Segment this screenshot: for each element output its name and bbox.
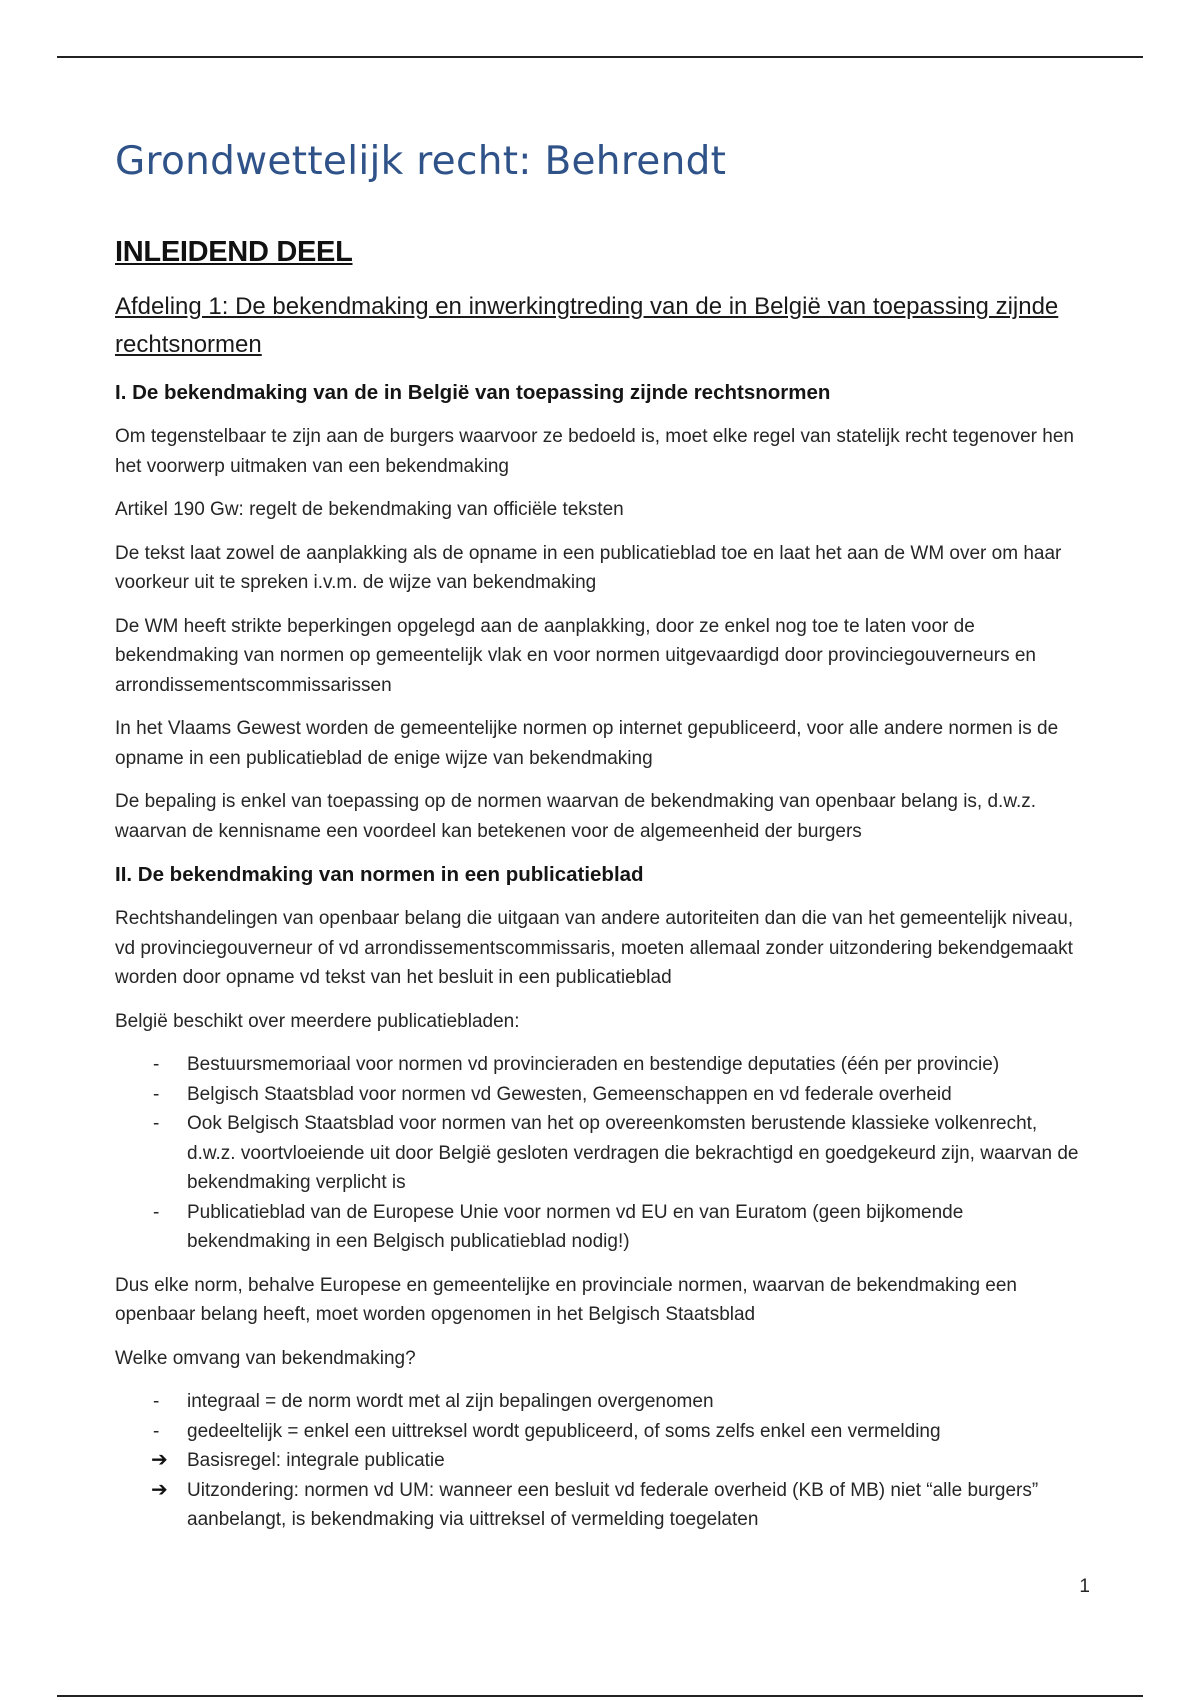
arrow-right-icon: ➔ xyxy=(151,1478,168,1501)
header-rule xyxy=(57,56,1143,58)
dash-bullet-icon: - xyxy=(153,1113,160,1134)
section-heading: Afdeling 1: De bekendmaking en inwerkingtreding van de in België van toepassing zijnde rechtsnormen xyxy=(115,293,1059,358)
list-item-text: Basisregel: integrale publicatie xyxy=(187,1450,445,1471)
page-number: 1 xyxy=(1079,1576,1090,1597)
paragraph: Artikel 190 Gw: regelt de bekendmaking van officiële teksten xyxy=(115,499,624,520)
dash-bullet-icon: - xyxy=(153,1083,160,1105)
dash-bullet-icon: - xyxy=(153,1391,160,1412)
part-heading: INLEIDEND DEEL xyxy=(115,236,353,268)
list-item-text: Uitzondering: normen vd UM: wanneer een besluit vd federale overheid (KB of MB) niet “alle burgers” aanbelangt, is bekendmaking via uittreksel of vermelding toegelaten xyxy=(187,1479,1039,1530)
list-item-text: integraal = de norm wordt met al zijn bepalingen overgenomen xyxy=(187,1391,714,1412)
list-item xyxy=(115,1387,1085,1417)
document-title: Grondwettelijk recht: Behrendt xyxy=(115,139,727,184)
list-item xyxy=(115,1080,1085,1110)
paragraph: België beschikt over meerdere publicatiebladen: xyxy=(115,1010,520,1032)
list-item xyxy=(115,1198,1085,1257)
list-item xyxy=(115,1476,1085,1535)
list-item-text: Belgisch Staatsblad voor normen vd Gewesten, Gemeenschappen en vd federale overheid xyxy=(187,1083,952,1105)
paragraph: Rechtshandelingen van openbaar belang die uitgaan van andere autoriteiten dan die van het gemeentelijk niveau, vd provinciegouverneur of vd arrondissementscommissaris, moeten allemaal zonder uitzondering bekendgemaakt worden door opname vd tekst van het besluit in een publicatieblad xyxy=(115,908,1074,988)
list-item xyxy=(115,1109,1085,1198)
paragraph: Dus elke norm, behalve Europese en gemeentelijke en provinciale normen, waarvan de bekendmaking een openbaar belang heeft, moet worden opgenomen in het Belgisch Staatsblad xyxy=(115,1274,1017,1325)
subsection-heading-2: II. De bekendmaking van normen in een publicatieblad xyxy=(115,863,644,886)
dash-bullet-icon: - xyxy=(153,1420,160,1442)
arrow-right-icon: ➔ xyxy=(151,1449,168,1471)
footer-rule xyxy=(57,1695,1143,1697)
list-item-text: Bestuursmemoriaal voor normen vd provincieraden en bestendige deputaties (één per provincie) xyxy=(187,1054,1000,1075)
list-item-text: Publicatieblad van de Europese Unie voor normen vd EU en van Euratom (geen bijkomende bekendmaking in een Belgisch publicatieblad nodig!) xyxy=(187,1201,964,1252)
publication-list xyxy=(115,1050,1085,1257)
subsection-heading-1: I. De bekendmaking van de in België van toepassing zijnde rechtsnormen xyxy=(115,381,831,404)
paragraph: Welke omvang van bekendmaking? xyxy=(115,1347,416,1369)
paragraph: De bepaling is enkel van toepassing op de normen waarvan de bekendmaking van openbaar belang is, d.w.z. waarvan de kennisname een voordeel kan betekenen voor de algemeenheid der burgers xyxy=(115,791,1037,842)
dash-bullet-icon: - xyxy=(153,1201,160,1223)
paragraph: Om tegenstelbaar te zijn aan de burgers waarvoor ze bedoeld is, moet elke regel van statelijk recht tegenover hen het voorwerp uitmaken van een bekendmaking xyxy=(115,426,1074,477)
scope-list xyxy=(115,1387,1085,1535)
document-page xyxy=(115,130,1085,1535)
list-item xyxy=(115,1050,1085,1080)
list-item xyxy=(115,1417,1085,1447)
list-item xyxy=(115,1446,1085,1476)
paragraph: De WM heeft strikte beperkingen opgelegd aan de aanplakking, door ze enkel nog toe te laten voor de bekendmaking van normen op gemeentelijk vlak en voor normen uitgevaardigd door provinciegouverneurs en arrondissementscommissarissen xyxy=(115,615,1036,696)
paragraph: In het Vlaams Gewest worden de gemeentelijke normen op internet gepubliceerd, voor alle andere normen is de opname in een publicatieblad de enige wijze van bekendmaking xyxy=(115,718,1059,769)
list-item-text: Ook Belgisch Staatsblad voor normen van het op overeenkomsten berustende klassieke volkenrecht, d.w.z. voortvloeiende uit door België gesloten verdragen die bekrachtigd en goedgekeurd zijn, waarvan de bekendmaking verplicht is xyxy=(187,1113,1079,1193)
paragraph: De tekst laat zowel de aanplakking als de opname in een publicatieblad toe en laat het aan de WM over om haar voorkeur uit te spreken i.v.m. de wijze van bekendmaking xyxy=(115,542,1062,593)
dash-bullet-icon: - xyxy=(153,1054,160,1075)
list-item-text: gedeeltelijk = enkel een uittreksel wordt gepubliceerd, of soms zelfs enkel een vermelding xyxy=(187,1420,941,1442)
